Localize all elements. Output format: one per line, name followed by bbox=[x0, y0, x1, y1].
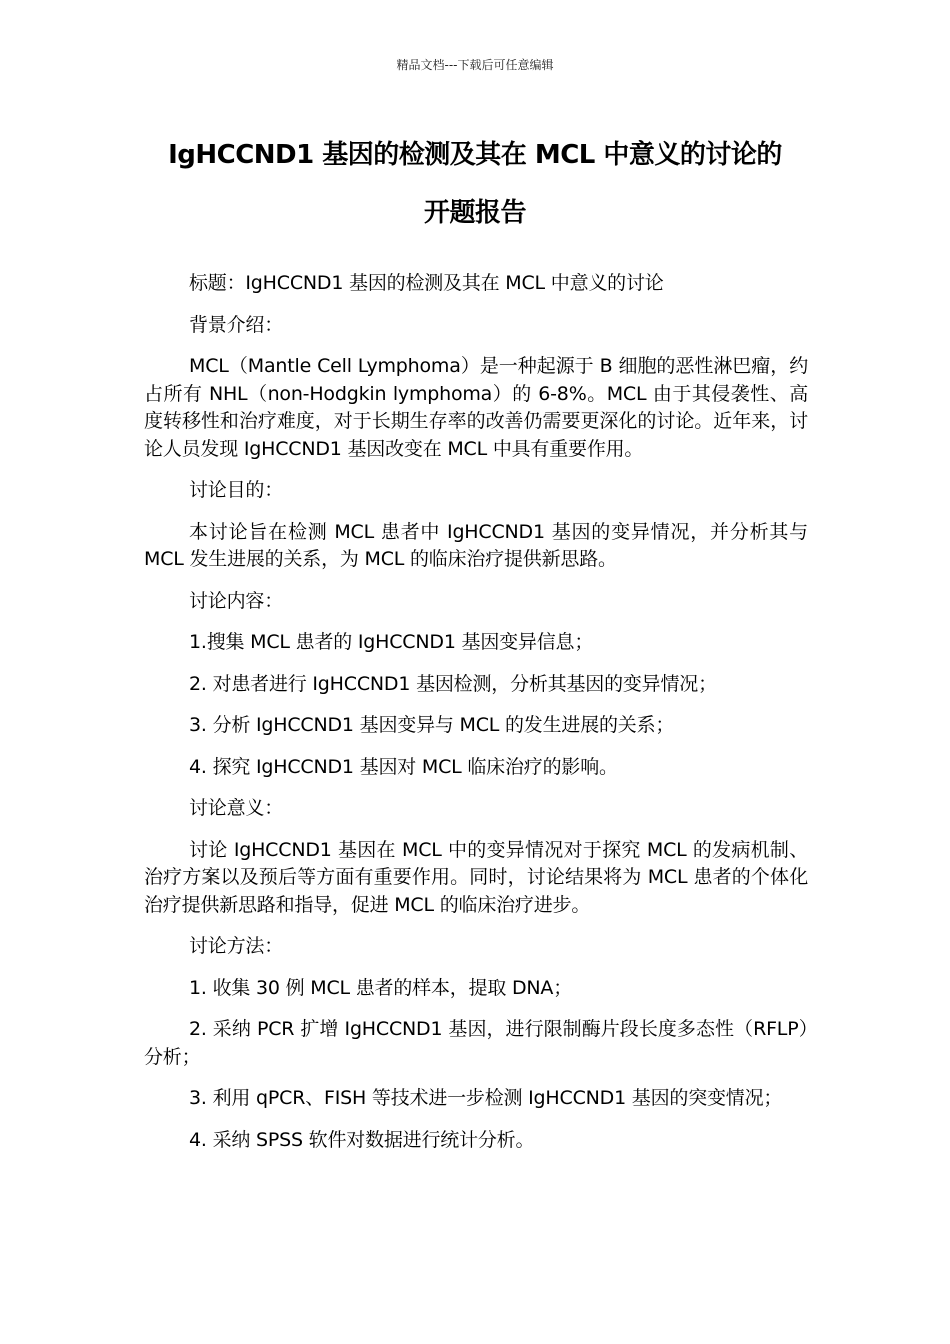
section-heading-methods: 讨论方法： bbox=[189, 935, 284, 957]
section-heading-background: 背景介绍： bbox=[189, 313, 284, 336]
method-item-4: 4. 采纳 SPSS 软件对数据进行统计分析。 bbox=[189, 1128, 535, 1151]
section-heading-purpose: 讨论目的： bbox=[189, 479, 284, 501]
document-title-line-1: IgHCCND1 基因的检测及其在 MCL 中意义的讨论的 bbox=[168, 140, 782, 170]
purpose-paragraph: 本讨论旨在检测 MCL 患者中 IgHCCND1 基因的变异情况，并分析其与 MCL 发生进展的关系，为 MCL 的临床治疗提供新思路。 bbox=[144, 520, 808, 570]
significance-paragraph: 讨论 IgHCCND1 基因在 MCL 中的变异情况对于探究 MCL 的发病机制、治疗方案以及预后等方面有重要作用。同时，讨论结果将为 MCL 患者的个体化治疗提供新思路和指导，促进 MCL 的临床治疗进步。 bbox=[144, 838, 808, 916]
content-item-4: 4. 探究 IgHCCND1 基因对 MCL 临床治疗的影响。 bbox=[189, 755, 618, 778]
background-paragraph: MCL（Mantle Cell Lymphoma）是一种起源于 B 细胞的恶性淋巴瘤，约占所有 NHL（non-Hodgkin lymphoma）的 6-8%。MCL 由于其侵袭性、高度转移性和治疗难度，对于长期生存率的改善仍需要更深化的讨论。近年来，讨论人员发现 IgHCCND1 基因改变在 MCL 中具有重要作用。 bbox=[144, 355, 808, 460]
method-item-1: 1. 收集 30 例 MCL 患者的样本，提取 DNA； bbox=[189, 976, 573, 999]
method-item-3: 3. 利用 qPCR、FISH 等技术进一步检测 IgHCCND1 基因的突变情况； bbox=[189, 1087, 783, 1109]
page-header-note: 精品文档---下载后可任意编辑 bbox=[396, 58, 554, 72]
content-item-3: 3. 分析 IgHCCND1 基因变异与 MCL 的发生进展的关系； bbox=[189, 714, 675, 736]
method-item-2: 2. 采纳 PCR 扩增 IgHCCND1 基因，进行限制酶片段长度多态性（RFLP）分析； bbox=[144, 1018, 808, 1068]
section-heading-significance: 讨论意义： bbox=[189, 797, 284, 819]
content-item-1: 1.搜集 MCL 患者的 IgHCCND1 基因变异信息； bbox=[189, 631, 594, 653]
section-heading-content: 讨论内容： bbox=[189, 589, 284, 612]
document-body bbox=[144, 270, 808, 1168]
content-item-2: 2. 对患者进行 IgHCCND1 基因检测，分析其基因的变异情况； bbox=[189, 672, 717, 695]
topic-line: 标题：IgHCCND1 基因的检测及其在 MCL 中意义的讨论 bbox=[189, 272, 664, 294]
document-title-line-2: 开题报告 bbox=[423, 198, 526, 228]
